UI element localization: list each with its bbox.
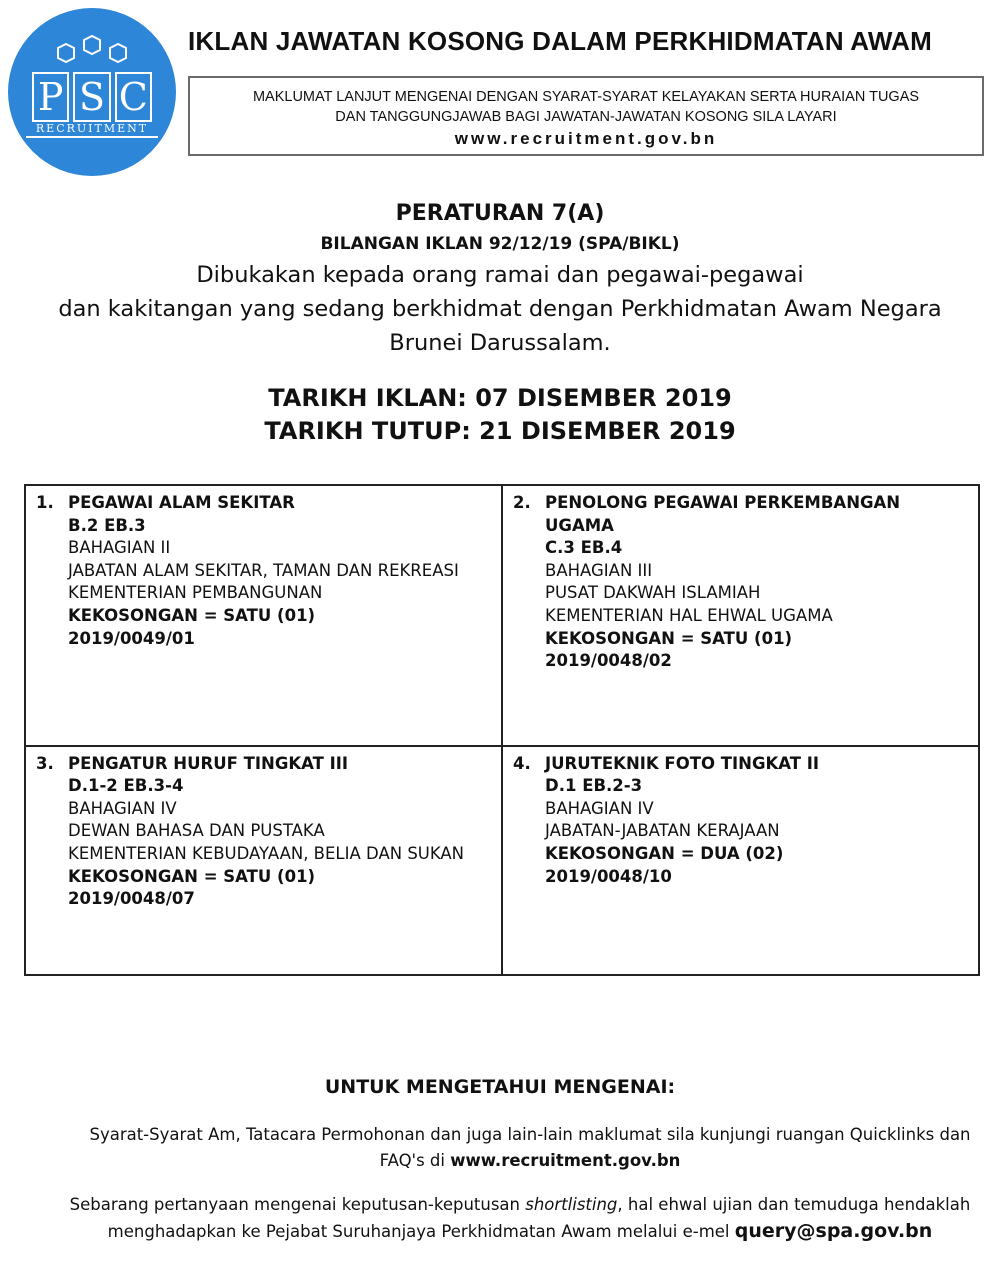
logo-subtitle: RECRUITMENT — [26, 122, 158, 138]
vacancy-division: BAHAGIAN IV — [545, 798, 654, 818]
vacancy-number: 4. — [513, 753, 531, 773]
logo-letter: P — [32, 72, 69, 122]
vacancy-division: BAHAGIAN IV — [68, 798, 177, 818]
vacancy-title: PEGAWAI ALAM SEKITAR — [68, 493, 295, 512]
vacancy-number: 1. — [36, 493, 54, 512]
footer-shortlisting-term: shortlisting — [525, 1195, 618, 1214]
vacancy-count: KEKOSONGAN = DUA (02) — [545, 843, 784, 863]
dates-block — [0, 382, 1000, 448]
footer-contact-text: , hal ehwal ujian dan temuduga hendaklah menghadapkan ke Pejabat Suruhanjaya Perkhidmatan Awam melalui e-mel — [107, 1195, 971, 1241]
vacancy-count: KEKOSONGAN = SATU (01) — [545, 628, 793, 648]
eligibility-line: dan kakitangan yang sedang berkhidmat dengan Perkhidmatan Awam Negara — [58, 296, 942, 322]
vacancy-cell — [25, 485, 502, 746]
info-box — [188, 76, 984, 156]
vacancy-reference: 2019/0049/01 — [68, 628, 195, 648]
website-link[interactable]: www.recruitment.gov.bn — [454, 129, 718, 148]
eligibility-line: Brunei Darussalam. — [389, 330, 611, 356]
eligibility-line: Dibukakan kepada orang ramai dan pegawai-pegawai — [196, 262, 804, 288]
vacancy-division: BAHAGIAN II — [68, 538, 171, 558]
vacancy-ministry: KEMENTERIAN KEBUDAYAAN, BELIA DAN SUKAN — [68, 843, 465, 863]
footer-heading: UNTUK MENGETAHUI MENGENAI: — [324, 1076, 676, 1098]
eligibility-text — [0, 258, 1000, 360]
vacancy-division: BAHAGIAN III — [545, 560, 653, 580]
vacancy-ministry: KEMENTERIAN HAL EHWAL UGAMA — [545, 605, 833, 625]
info-line: DAN TANGGUNGJAWAB BAGI JAWATAN-JAWATAN KOSONG SILA LAYARI — [335, 109, 837, 125]
vacancy-ministry: KEMENTERIAN PEMBANGUNAN — [68, 583, 323, 603]
vacancy-cell — [502, 746, 979, 975]
vacancy-grade: B.2 EB.3 — [68, 515, 146, 535]
footer-contact-paragraph — [50, 1192, 990, 1245]
info-line: MAKLUMAT LANJUT MENGENAI DENGAN SYARAT-SYARAT KELAYAKAN SERTA HURAIAN TUGAS — [252, 89, 920, 105]
logo-letters — [32, 72, 152, 122]
closing-date: TARIKH TUTUP: 21 DISEMBER 2019 — [264, 417, 736, 445]
footer-contact-text: Sebarang pertanyaan mengenai keputusan-keputusan — [69, 1195, 520, 1214]
vacancy-count: KEKOSONGAN = SATU (01) — [68, 605, 316, 625]
page-title: IKLAN JAWATAN KOSONG DALAM PERKHIDMATAN AWAM — [188, 26, 932, 56]
footer-info-text: Syarat-Syarat Am, Tatacara Permohonan dan juga lain-lain maklumat sila kunjungi ruangan Quicklinks dan FAQ's di — [89, 1125, 971, 1170]
vacancy-grade: C.3 EB.4 — [545, 538, 623, 558]
vacancy-title: JURUTEKNIK FOTO TINGKAT II — [545, 753, 820, 773]
vacancy-department: DEWAN BAHASA DAN PUSTAKA — [68, 821, 325, 841]
vacancies-table — [24, 484, 980, 976]
vacancy-number: 3. — [36, 753, 54, 773]
vacancy-department: JABATAN ALAM SEKITAR, TAMAN DAN REKREASI — [68, 560, 459, 580]
vacancy-number: 2. — [513, 493, 531, 512]
regulation-heading: PERATURAN 7(A) — [395, 201, 605, 226]
vacancy-grade: D.1-2 EB.3-4 — [68, 776, 184, 796]
psc-recruitment-logo — [8, 8, 176, 176]
logo-letter: S — [73, 72, 110, 122]
vacancy-grade: D.1 EB.2-3 — [545, 776, 643, 796]
vacancy-department: JABATAN-JABATAN KERAJAAN — [545, 821, 780, 841]
footer-info-paragraph — [80, 1122, 980, 1174]
vacancy-reference: 2019/0048/10 — [545, 866, 672, 886]
ad-number: BILANGAN IKLAN 92/12/19 (SPA/BIKL) — [320, 234, 680, 254]
footer-website-link[interactable]: www.recruitment.gov.bn — [450, 1151, 681, 1170]
vacancy-reference: 2019/0048/07 — [68, 889, 195, 909]
ad-date: TARIKH IKLAN: 07 DISEMBER 2019 — [268, 384, 732, 412]
vacancy-title: PENOLONG PEGAWAI PERKEMBANGAN UGAMA — [545, 493, 901, 535]
vacancy-count: KEKOSONGAN = SATU (01) — [68, 866, 316, 886]
vacancy-cell — [502, 485, 979, 746]
vacancy-department: PUSAT DAKWAH ISLAMIAH — [545, 583, 761, 603]
vacancy-cell — [25, 746, 502, 975]
footer-email-link[interactable]: query@spa.gov.bn — [734, 1220, 933, 1242]
vacancy-title: PENGATUR HURUF TINGKAT III — [68, 753, 349, 773]
vacancy-reference: 2019/0048/02 — [545, 651, 672, 671]
logo-letter: C — [115, 72, 152, 122]
